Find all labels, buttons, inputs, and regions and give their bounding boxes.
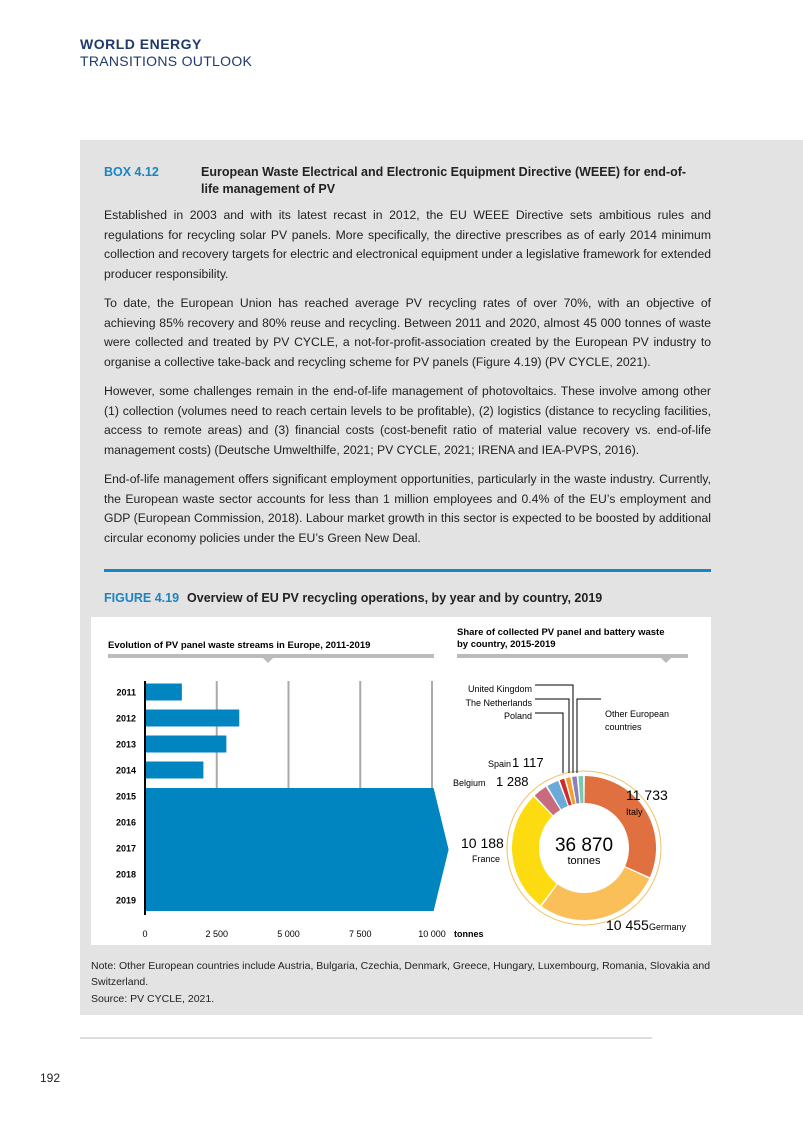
box-label: BOX 4.12 [104,165,159,179]
bar [146,684,182,701]
bar-chart-title: Evolution of PV panel waste streams in Europe, 2011-2019 [108,640,371,651]
country-label: Poland [503,711,532,721]
paragraph: However, some challenges remain in the end-of-life management of photovoltaics. These involve among other (1) collection (volumes need to reach certain levels to be profitable), (2) logistics (distance to recycling facilities, access to remote areas) and (3) financial costs (cost-benefit ratio of material value recovery vs. end-of-life management costs) (Deutsche Umwelthilfe, 2021; PV CYCLE, 2021; IRENA and IEA-PVPS, 2016). [104,384,711,457]
x-axis-label: tonnes [454,929,484,939]
country-label: Germany [649,922,687,932]
country-label: The Netherlands [465,698,532,708]
pointer [263,658,273,663]
bar [146,710,239,727]
figure-panel [91,617,711,945]
figure-title [104,591,602,605]
country-label: United Kingdom [467,684,532,694]
bar-2015-2019 [146,788,449,911]
x-tick-label: 7 500 [348,929,372,939]
y-tick-label: 2016 [115,817,136,828]
title-underline [457,654,688,658]
y-tick-label: 2017 [115,843,136,854]
donut-total: 36 870 [554,835,614,856]
x-tick-label: 5 000 [277,929,300,939]
box-title [104,164,704,200]
x-tick-label: 2 500 [205,929,229,939]
paragraph: Established in 2003 and with its latest recast in 2012, the EU WEEE Directive sets ambitious rules and regulations for recycling solar PV panels. More specifically, the directive prescribes as of early 2014 minimum collection and recovery targets for electric and electronical equipment under a legislative framework for extended producer responsibility. [104,208,711,281]
box-heading: European Waste Electrical and Electronic Equipment Directive (WEEE) for end-of-life management of PV [201,165,687,196]
y-tick-label: 2018 [115,869,136,880]
figure-source: Source: PV CYCLE, 2021. [91,993,215,1005]
report-title: WORLD ENERGY [80,36,202,52]
country-label: Other European [605,709,670,719]
donut-slice-other-european-countries [578,776,583,803]
x-tick-label: 0 [142,929,148,939]
value-label: 1 288 [496,774,529,789]
y-tick-label: 2012 [115,713,136,724]
value-label: 1 117 [512,755,544,770]
paragraph: End-of-life management offers significant employment opportunities, particularly in the waste industry. Currently, the European waste sector accounts for less than 1 million employees and 0.4% of the EU’s employment and GDP (European Commission, 2018). Labour market growth in this sector is expected to be boosted by additional circular economy policies under the EU’s Green New Deal. [104,472,711,545]
y-tick-label: 2014 [115,765,136,776]
leader-line [577,699,601,773]
title-underline [108,654,434,658]
x-tick-label: 10 000 [418,929,446,939]
donut-title-1: Share of collected PV panel and battery waste [457,627,665,638]
y-tick-label: 2015 [115,791,136,802]
pointer [661,658,671,663]
country-label: France [472,854,501,864]
figure-label: FIGURE 4.19 [104,591,180,605]
bar [146,762,203,779]
figure-svg [91,617,711,945]
donut-total-unit: tonnes [567,855,601,867]
value-label: 10 455 [606,917,649,933]
bar [146,736,226,753]
donut-slice-germany [542,867,649,920]
divider [104,569,711,572]
value-label: 11 733 [626,787,668,803]
y-tick-label: 2011 [116,687,136,698]
figure-note: Note: Other European countries include Austria, Bulgaria, Czechia, Denmark, Greece, Hungary, Luxembourg, Romania, Slovakia and Switzerland. [91,960,711,988]
page-number: 192 [40,1071,61,1085]
country-label: Spain [488,759,512,769]
y-tick-label: 2013 [115,739,136,750]
country-label: Belgium [453,778,486,788]
donut-title-2: by country, 2015-2019 [457,639,556,650]
divider [80,1037,652,1039]
figure-heading: Overview of EU PV recycling operations, by year and by country, 2019 [187,591,603,605]
country-label: Italy [626,807,643,817]
report-subtitle: TRANSITIONS OUTLOOK [80,53,253,69]
paragraph: To date, the European Union has reached average PV recycling rates of over 70%, with an objective of achieving 85% recovery and 80% reuse and recycling. Between 2011 and 2020, almost 45 000 tonnes of waste were collected and treated by PV CYCLE, a not-for-profit-association created by the European PV industry to organise a collective take-back and recycling scheme for PV panels (Figure 4.19) (PV CYCLE, 2021). [104,296,711,369]
value-label: 10 188 [461,835,504,851]
y-tick-label: 2019 [115,895,136,906]
country-label: countries [605,722,642,732]
